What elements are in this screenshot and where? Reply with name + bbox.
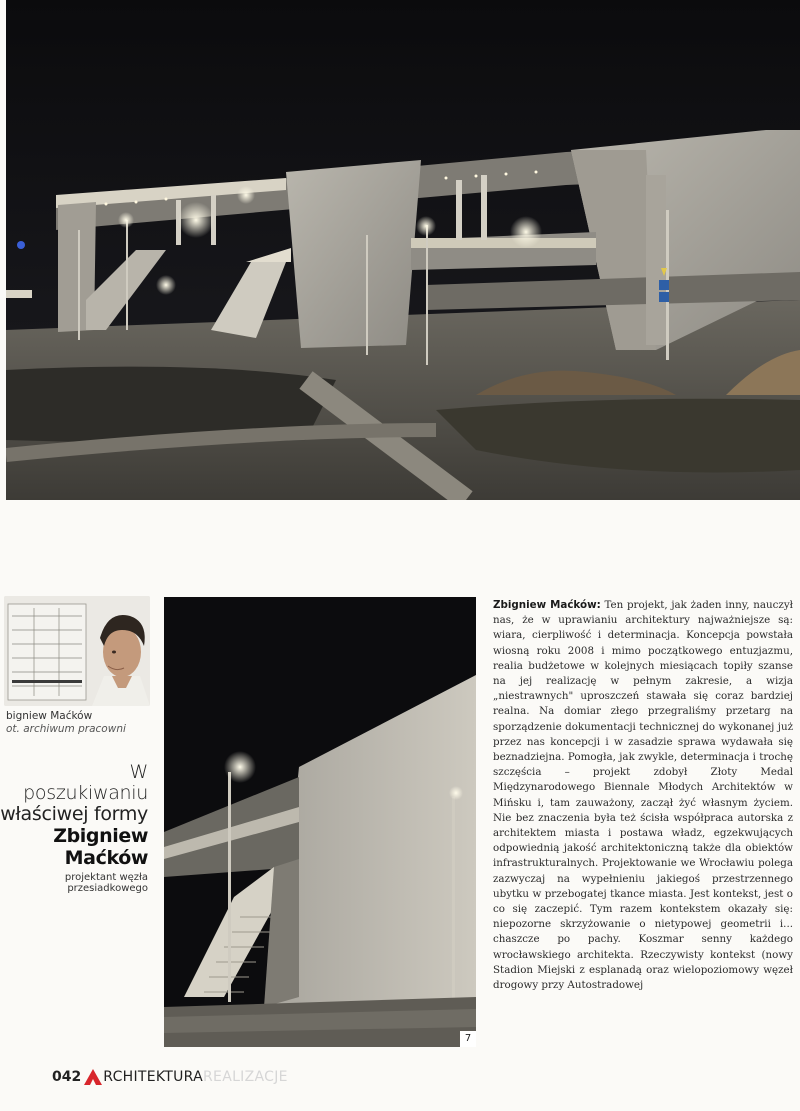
section-name: REALIZACJE [203,1069,288,1085]
page-footer [52,1067,288,1087]
photo-number: 7 [460,1031,476,1047]
article-text: Ten projekt, jak żaden inny, nauczył nas, że w uprawianiu architektury najważniejsze są: wiara, cierpliwość i determinacja. Koncepcja powstała wiosną roku 2008 i mimo początkowego entuzjazmu, realia budżetowe w kolejnych miesiącach topiły szanse na jej realizację w pełnym zakresie, a wizja „niestrawnych" uproszczeń stawała się coraz bardziej realna. Na domiar złego przegraliśmy przetarg na sporządzenie dokumentacji technicznej do wykonanej już przez nas koncepcji i w zasadzie sprawa wydawała się beznadziejna. Pomogła, jak zwykle, determinacja i trochę szczęścia – projekt zdobył Złoty Medal Międzynarodowego Biennale Młodych Architektów w Mińsku i, tam zauważony, zaczął żyć własnym życiem. Nie bez znaczenia była też ścisła współpraca autorska z architektem miasta i postawa władz, egzekwujących odpowiednią jakość architektoniczną także dla obiektów infrastrukturalnych. Projektowanie we Wrocławiu polega zazwyczaj na wypełnieniu jakiegoś przestrzennego ubytku w przebogatej tkance miasta. Jest kontekst, jest o co się zaczepić. Tym razem kontekstem okazały się: niepozorne skrzyżowanie o nietypowej geometrii i... chaszcze po pachy. Koszmar senny każdego wrocławskiego architekta. Rzeczywisty kontekst (nowy Stadion Miejski z esplanadą oraz wielopoziomowy węzeł drogowy przy Autostradowej [493,599,793,992]
title-author-role: projektant węzła przesiadkowego [64,872,148,894]
magazine-logo-icon [84,1069,102,1085]
interchange-pier-photo [164,597,476,1047]
interview-title [0,762,148,894]
title-line-2: właściwej formy [0,803,148,825]
author-portrait-photo [4,596,150,706]
title-author-name: Zbigniew Maćków [53,825,148,869]
portrait-caption-name: bigniew Maćków [6,710,93,722]
magazine-name: RCHITEKTURA [103,1069,204,1085]
title-line-1: W poszukiwaniu [23,761,148,804]
portrait-photo-credit: ot. archiwum pracowni [6,723,126,735]
article-body [493,598,793,993]
hero-photo [6,0,800,500]
speaker-name: Zbigniew Maćków: [493,599,601,611]
page-number: 042 [52,1069,82,1085]
article-paragraph [493,598,793,993]
